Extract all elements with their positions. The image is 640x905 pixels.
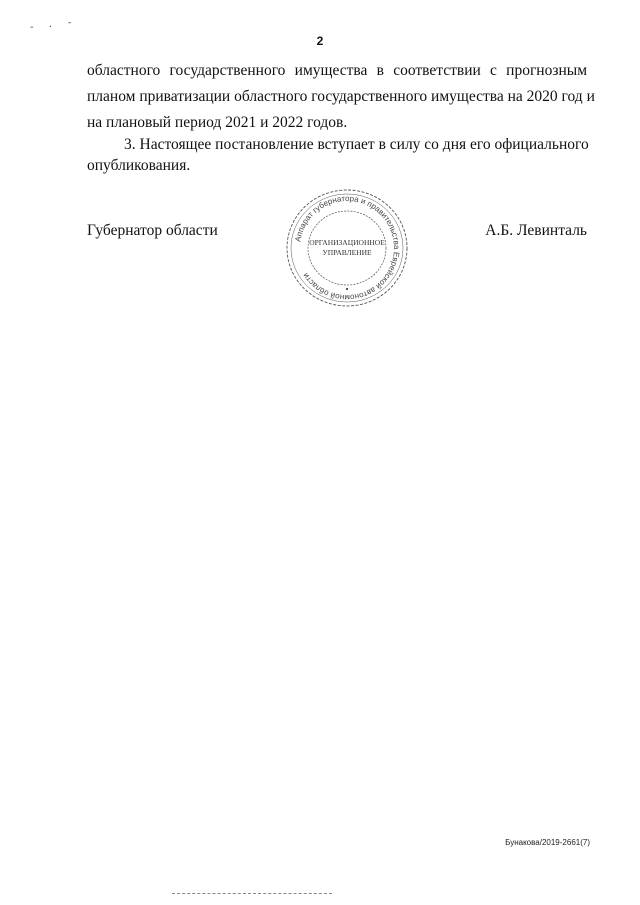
paragraph-effective-date <box>87 134 587 176</box>
document-code: Бунакова/2019-2661(7) <box>505 838 590 847</box>
seal-ring-text: Аппарат губернатора и правительства Еврейской автономной области <box>293 193 402 303</box>
paragraph-line: планом приватизации областного государственного имущества на 2020 год и <box>87 88 595 105</box>
corner-marks: - · ˉ <box>30 22 79 33</box>
seal-center-line2: УПРАВЛЕНИЕ <box>322 248 372 257</box>
paragraph-line: на плановый период 2021 и 2022 годов. <box>87 114 348 131</box>
paragraph-line: 3. Настоящее постановление вступает в силу со дня его официального <box>124 136 589 153</box>
official-seal-stamp <box>283 186 411 311</box>
bottom-divider <box>172 893 332 894</box>
signatory-position: Губернатор области <box>87 222 218 239</box>
seal-dot <box>346 288 348 290</box>
seal-center-line1: ОРГАНИЗАЦИОННОЕ <box>309 238 385 247</box>
paragraph-line: областного государственного имущества в соответствии с прогнозным <box>87 62 587 79</box>
paragraph-line: опубликования. <box>87 157 191 174</box>
signatory-name: А.Б. Левинталь <box>485 222 587 239</box>
paragraph-privatization <box>87 58 595 136</box>
page-number: 2 <box>316 34 324 48</box>
